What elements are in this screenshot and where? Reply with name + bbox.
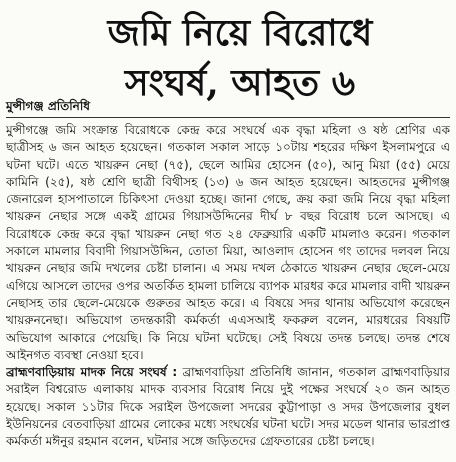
- cropped-previous-article-strip: [0, 0, 456, 6]
- byline-divider: [6, 117, 450, 118]
- article-paragraph-1: মুন্সীগঞ্জে জমি সংক্রান্ত বিরোধকে কেন্দ্র করে সংঘর্ষে এক বৃদ্ধা মহিলা ও ষষ্ঠ শ্রেণির এক ছাত্রীসহ ৬ জন আহত হয়েছেন। গতকাল সকাল সাড়ে ১০টায় শহরের দক্ষিণ ইসলামপুরে এ ঘটনা ঘটে। এতে খায়রুন নেছা (৭৫), ছেলে আমির হোসেন (৫০), আনু মিয়া (৫৫) মেয়ে কামিনি (২৫), ষষ্ঠ শ্রেণি ছাত্রী বিথীসহ (১৩) ৬ জন আহত হয়েছেন। আহতদের মুন্সীগঞ্জ জেনারেল হাসপাতালে চিকিৎসা দেওয়া হচ্ছে। জানা গেছে, ক্রয় করা জমি নিয়ে বৃদ্ধা মহিলা খায়রুন নেছার সঙ্গে একই গ্রামের গিয়াসউদ্দিনের দীর্ঘ ৮ বছর বিরোধ চলে আসছে। এ বিরোধকে কেন্দ্র করে বৃদ্ধা খায়রুন নেছা গত ২৪ ফেব্রুয়ারি একটি মামলাও করেন। গতকাল সকালে মামলার বিবাদী গিয়াসউদ্দিন, তোতা মিয়া, আওলাদ হোসেন গং তাদের দলবল নিয়ে খায়রুন নেছার জমি দখলের চেষ্টা চালান। এ সময় দখল ঠেকাতে খায়রুন নেছার ছেলে-মেয়ে এগিয়ে আসলে তাদের ওপর অতর্কিত হামলা চালিয়ে ব্যাপক মারধর করে মামলার বাদী খায়রুন নেছাসহ তার ছেলে-মেয়েকে গুরুতর আহত করে। এ বিষয়ে সদর থানায় অভিযোগ করেছেন খায়রুননেছা। অভিযোগ তদন্তকারী কর্মকর্তা এএসআই ফকরুল বলেন, মারধরের বিষয়টি অভিযোগ আকারে পেয়েছি। কি নিয়ে ঘটনা ঘটেছে। সেই বিষয়ে তদন্ত চলছে। তদন্ত শেষে আইনগত ব্যবস্থা নেওয়া হবে।: [6, 123, 450, 362]
- headline: [40, 8, 440, 108]
- article-subhead: ব্রাহ্মণবাড়িয়ায় মাদক নিয়ে সংঘর্ষ :: [6, 365, 178, 380]
- article-body: [6, 122, 450, 458]
- article-paragraph-2-text: ব্রাহ্মণবাড়িয়া প্রতিনিধি জানান, গতকাল ব্রাহ্মণবাড়িয়ার সরাইল বিশ্বরোড এলাকায় মাদক ব্যবসার বিরোধ নিয়ে দুই পক্ষের সংঘর্ষে ২০ জন আহত হয়েছে। সকাল ১১টার দিকে সরাইল উপজেলা সদরের কুট্টাপাড়া ও সদর উপজেলার বুধল ইউনিয়নের বেতবাড়িয়া গ্রামের লোকের মধ্যে সংঘর্ষের ঘটনা ঘটে। সদর মডেল থানার ভারপ্রাপ্ত কর্মকর্তা মঈনুর রহমান বলেন, ঘটনার সঙ্গে জড়িতদের গ্রেফতারের চেষ্টা চলছে।: [6, 365, 450, 449]
- byline: মুন্সীগঞ্জ প্রতিনিধি: [6, 99, 90, 113]
- headline-line-1: জমি নিয়ে বিরোধে: [107, 12, 373, 54]
- article-paragraph-2: [6, 364, 450, 450]
- headline-line-2: সংঘর্ষ, আহত ৬: [124, 62, 356, 104]
